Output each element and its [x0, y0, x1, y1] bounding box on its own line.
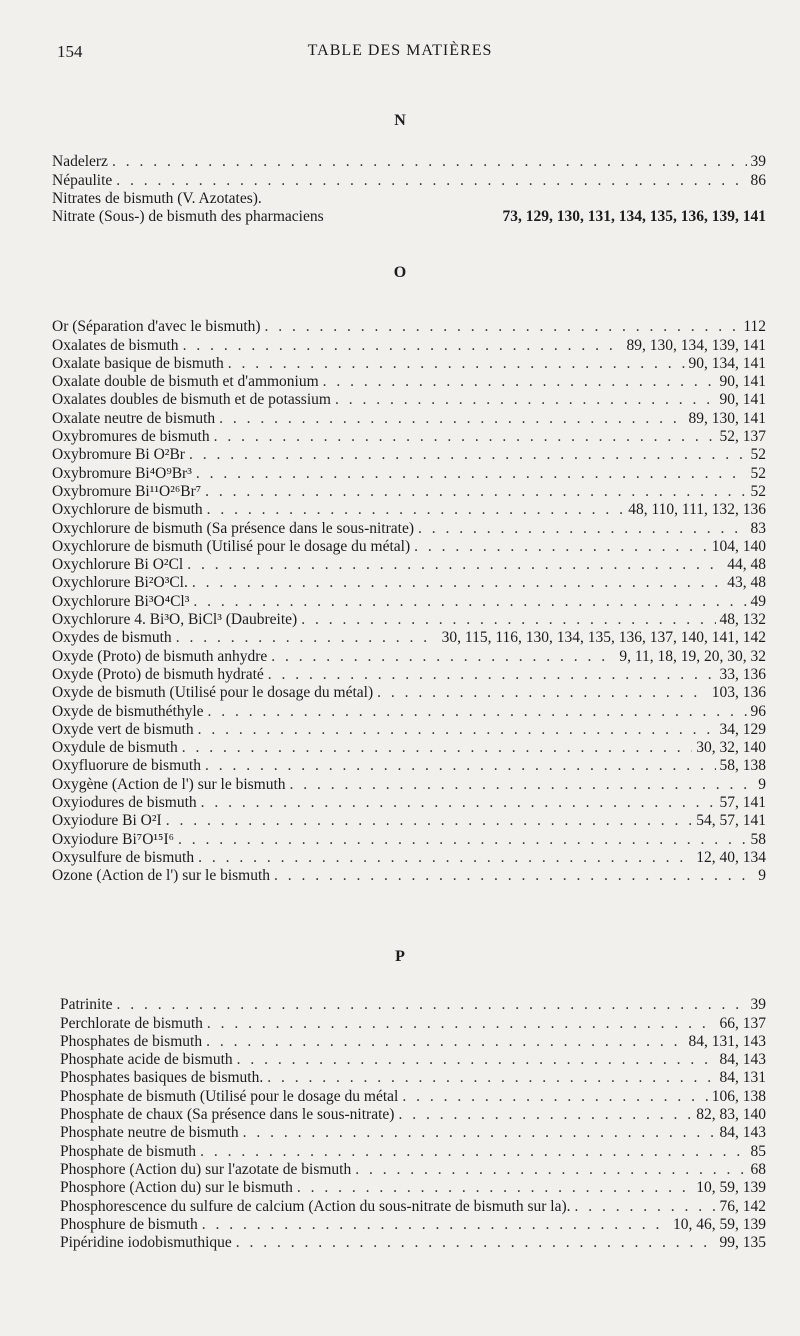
- index-entry: [52, 794, 766, 812]
- leader-dots: [205, 757, 716, 775]
- entry-term: Oxalates de bismuth: [52, 336, 179, 354]
- leader-dots: [335, 391, 716, 409]
- index-entry: [60, 1014, 766, 1032]
- leader-dots: [207, 1015, 716, 1033]
- leader-dots: [112, 153, 747, 171]
- leader-dots: [202, 1216, 669, 1234]
- entry-pages: 84, 143: [719, 1051, 766, 1069]
- entry-term: Phosphate acide de bismuth: [60, 1051, 233, 1069]
- leader-dots: [182, 739, 693, 757]
- entry-term: Oxychlorure de bismuth: [52, 501, 203, 519]
- entry-pages: 86: [750, 171, 766, 189]
- entry-pages: 73, 129, 130, 131, 134, 135, 136, 139, 141: [502, 208, 766, 226]
- index-entry: [60, 1124, 766, 1142]
- entry-pages: 52: [750, 464, 766, 482]
- leader-dots: [398, 1106, 692, 1124]
- entry-pages: 90, 141: [719, 373, 766, 391]
- entry-term: Oxyiodure Bi⁷O¹⁵I⁶: [52, 830, 175, 848]
- entry-pages: 96: [750, 702, 766, 720]
- entry-pages: 84, 131: [719, 1069, 766, 1087]
- entry-pages: 112: [743, 318, 766, 336]
- entry-term: Oxychlorure Bi³O⁴Cl³: [52, 592, 190, 610]
- index-entry: [60, 1197, 766, 1215]
- entry-pages: 9, 11, 18, 19, 20, 30, 32: [619, 647, 766, 665]
- index-entry: [52, 483, 766, 501]
- index-entry: [52, 355, 766, 373]
- index-entry: [60, 996, 766, 1014]
- index-entry: [52, 629, 766, 647]
- index-entry: [52, 702, 766, 720]
- leader-dots: [193, 593, 746, 611]
- leader-dots: [271, 648, 615, 666]
- entry-term: Phosphorescence du sulfure de calcium (Action du sous-nitrate de bismuth sur la).: [60, 1197, 571, 1215]
- entry-pages: 89, 130, 134, 139, 141: [626, 336, 766, 354]
- index-entry: [52, 519, 766, 537]
- section-o-entries: [52, 318, 766, 885]
- entry-pages: 85: [750, 1142, 766, 1160]
- index-entry: [52, 775, 766, 793]
- leader-dots: [575, 1198, 716, 1216]
- entry-term: Patrinite: [60, 996, 113, 1014]
- entry-pages: 33, 136: [719, 665, 766, 683]
- entry-pages: 52: [750, 482, 766, 500]
- leader-dots: [206, 1033, 684, 1051]
- entry-pages: 10, 59, 139: [696, 1179, 766, 1197]
- index-entry: [52, 428, 766, 446]
- leader-dots: [196, 465, 747, 483]
- leader-dots: [176, 629, 438, 647]
- index-entry: [60, 1234, 766, 1252]
- entry-pages: 48, 132: [719, 611, 766, 629]
- leader-dots: [243, 1124, 716, 1142]
- leader-dots: [117, 996, 747, 1014]
- entry-pages: 52: [750, 446, 766, 464]
- entry-term: Oxyde (Proto) de bismuth hydraté: [52, 665, 264, 683]
- entry-term: Nitrates de bismuth (V. Azotates).: [52, 189, 262, 207]
- index-entry: [52, 538, 766, 556]
- entry-term: Oxyiodure Bi O²I: [52, 812, 162, 830]
- index-entry: [52, 739, 766, 757]
- entry-term: Phosphore (Action du) sur le bismuth: [60, 1179, 293, 1197]
- entry-term: Oxybromure Bi¹¹O²⁶Br⁷: [52, 482, 202, 500]
- leader-dots: [219, 410, 684, 428]
- entry-term: Népaulite: [52, 171, 113, 189]
- entry-term: Oxyde (Proto) de bismuth anhydre: [52, 647, 268, 665]
- entry-term: Oxychlorure Bi²O³Cl.: [52, 574, 188, 592]
- entry-pages: 30, 32, 140: [696, 739, 766, 757]
- leader-dots: [189, 446, 747, 464]
- page-number: 154: [57, 42, 83, 61]
- leader-dots: [214, 428, 716, 446]
- entry-pages: 10, 46, 59, 139: [673, 1215, 766, 1233]
- entry-pages: 34, 129: [719, 720, 766, 738]
- entry-term: Oxygène (Action de l') sur le bismuth: [52, 775, 286, 793]
- entry-pages: 43, 48: [727, 574, 766, 592]
- index-entry: [52, 849, 766, 867]
- index-entry: [52, 812, 766, 830]
- leader-dots: [268, 666, 716, 684]
- leader-dots: [116, 172, 746, 190]
- entry-pages: 12, 40, 134: [696, 848, 766, 866]
- index-entry: [52, 464, 766, 482]
- entry-pages: 9: [758, 867, 766, 885]
- entry-term: Pipéridine iodobismuthique: [60, 1234, 232, 1252]
- index-entry: [52, 556, 766, 574]
- entry-term: Phosphates basiques de bismuth.: [60, 1069, 264, 1087]
- index-entry: [52, 611, 766, 629]
- index-entry: [60, 1179, 766, 1197]
- entry-pages: 84, 131, 143: [688, 1032, 766, 1050]
- entry-term: Phosphore (Action du) sur l'azotate de bismuth: [60, 1160, 352, 1178]
- index-entry: [52, 409, 766, 427]
- leader-dots: [205, 483, 746, 501]
- leader-dots: [402, 1088, 707, 1106]
- entry-term: Ozone (Action de l') sur le bismuth: [52, 867, 271, 885]
- entry-pages: 89, 130, 141: [688, 409, 766, 427]
- entry-term: Oxybromure Bi⁴O⁹Br³: [52, 464, 192, 482]
- section-letter-n: N: [394, 112, 406, 129]
- entry-term: Phosphates de bismuth: [60, 1032, 203, 1050]
- leader-dots: [198, 721, 716, 739]
- index-entry: [52, 153, 766, 171]
- entry-pages: 90, 134, 141: [688, 354, 766, 372]
- entry-pages: 52, 137: [719, 428, 766, 446]
- index-entry: [52, 684, 766, 702]
- index-entry: [52, 867, 766, 885]
- index-entry: [52, 592, 766, 610]
- entry-pages: 104, 140: [711, 537, 766, 555]
- entry-term: Oxyde vert de bismuth: [52, 720, 194, 738]
- entry-term: Oxyde de bismuth (Utilisé pour le dosage du métal): [52, 684, 374, 702]
- index-entry: [52, 574, 766, 592]
- entry-pages: 49: [750, 592, 766, 610]
- entry-term: Oxyiodures de bismuth: [52, 794, 197, 812]
- index-entry: [60, 1142, 766, 1160]
- entry-pages: 57, 141: [719, 794, 766, 812]
- leader-dots: [274, 867, 754, 885]
- entry-pages: 30, 115, 116, 130, 134, 135, 136, 137, 140, 141, 142: [441, 629, 766, 647]
- running-title: TABLE DES MATIÈRES: [307, 42, 493, 59]
- entry-term: Phosphate neutre de bismuth: [60, 1124, 239, 1142]
- section-n-entries: [52, 153, 766, 226]
- leader-dots: [414, 538, 708, 556]
- entry-pages: 39: [750, 153, 766, 171]
- index-entry: [52, 336, 766, 354]
- entry-pages: 82, 83, 140: [696, 1106, 766, 1124]
- section-letter-o: O: [393, 264, 407, 281]
- index-entry: [52, 208, 766, 226]
- index-entry: [52, 666, 766, 684]
- entry-pages: 44, 48: [727, 556, 766, 574]
- entry-pages: 90, 141: [719, 391, 766, 409]
- leader-dots: [200, 1143, 746, 1161]
- entry-term: Oxyfluorure de bismuth: [52, 757, 201, 775]
- entry-pages: 9: [758, 775, 766, 793]
- index-entry: [52, 830, 766, 848]
- leader-dots: [178, 831, 746, 849]
- entry-pages: 99, 135: [719, 1234, 766, 1252]
- entry-term: Oxybromures de bismuth: [52, 428, 210, 446]
- index-entry: [52, 373, 766, 391]
- leader-dots: [208, 703, 747, 721]
- leader-dots: [187, 556, 723, 574]
- entry-term: Phosphure de bismuth: [60, 1215, 198, 1233]
- entry-term: Or (Séparation d'avec le bismuth): [52, 318, 261, 336]
- leader-dots: [377, 684, 708, 702]
- entry-term: Oxychlorure Bi O²Cl: [52, 556, 184, 574]
- entry-term: Oxychlorure de bismuth (Sa présence dans le sous-nitrate): [52, 519, 414, 537]
- leader-dots: [297, 1179, 692, 1197]
- entry-pages: 66, 137: [719, 1014, 766, 1032]
- leader-dots: [228, 355, 685, 373]
- entry-term: Oxalates doubles de bismuth et de potassium: [52, 391, 331, 409]
- entry-pages: 76, 142: [719, 1197, 766, 1215]
- leader-dots: [265, 318, 740, 336]
- entry-pages: 84, 143: [719, 1124, 766, 1142]
- entry-term: Oxychlorure 4. Bi³O, BiCl³ (Daubreite): [52, 611, 298, 629]
- entry-term: Phosphate de bismuth: [60, 1142, 197, 1160]
- index-entry: [52, 647, 766, 665]
- index-entry: [52, 721, 766, 739]
- entry-pages: 58, 138: [719, 757, 766, 775]
- leader-dots: [207, 501, 625, 519]
- leader-dots: [267, 1069, 715, 1087]
- entry-pages: 58: [750, 830, 766, 848]
- entry-pages: 39: [750, 996, 766, 1014]
- leader-dots: [236, 1234, 716, 1252]
- index-entry: [52, 190, 766, 208]
- leader-dots: [323, 373, 716, 391]
- leader-dots: [192, 574, 723, 592]
- entry-term: Oxybromure Bi O²Br: [52, 446, 185, 464]
- index-entry: [52, 501, 766, 519]
- entry-term: Oxydes de bismuth: [52, 629, 172, 647]
- leader-dots: [301, 611, 715, 629]
- page-header: [0, 42, 800, 66]
- leader-dots: [355, 1161, 746, 1179]
- index-entry: [60, 1069, 766, 1087]
- leader-dots: [166, 812, 693, 830]
- entry-term: Oxalate double de bismuth et d'ammonium: [52, 373, 319, 391]
- entry-term: Oxychlorure de bismuth (Utilisé pour le dosage du métal): [52, 537, 411, 555]
- section-letter-p: P: [395, 948, 405, 965]
- entry-pages: 83: [750, 519, 766, 537]
- leader-dots: [201, 794, 716, 812]
- entry-term: Oxydule de bismuth: [52, 739, 178, 757]
- entry-term: Nitrate (Sous-) de bismuth des pharmaciens: [52, 208, 324, 226]
- index-entry: [60, 1051, 766, 1069]
- entry-term: Oxalate basique de bismuth: [52, 354, 224, 372]
- entry-pages: 54, 57, 141: [696, 812, 766, 830]
- entry-term: Oxyde de bismuthéthyle: [52, 702, 204, 720]
- index-entry: [60, 1087, 766, 1105]
- entry-pages: 103, 136: [711, 684, 766, 702]
- index-entry: [52, 318, 766, 336]
- index-entry: [60, 1161, 766, 1179]
- entry-pages: 106, 138: [711, 1087, 766, 1105]
- entry-term: Phosphate de bismuth (Utilisé pour le dosage du métal: [60, 1087, 399, 1105]
- index-entry: [52, 171, 766, 189]
- index-entry: [60, 1106, 766, 1124]
- leader-dots: [198, 849, 692, 867]
- index-entry: [52, 757, 766, 775]
- leader-dots: [183, 337, 623, 355]
- entry-term: Oxalate neutre de bismuth: [52, 409, 216, 427]
- entry-term: Oxysulfure de bismuth: [52, 848, 195, 866]
- index-entry: [52, 391, 766, 409]
- leader-dots: [418, 520, 747, 538]
- index-entry: [52, 446, 766, 464]
- leader-dots: [290, 776, 755, 794]
- entry-term: Nadelerz: [52, 153, 108, 171]
- index-entry: [60, 1216, 766, 1234]
- entry-pages: 68: [750, 1160, 766, 1178]
- index-entry: [60, 1033, 766, 1051]
- leader-dots: [237, 1051, 716, 1069]
- entry-term: Perchlorate de bismuth: [60, 1014, 203, 1032]
- section-p-entries: [60, 996, 766, 1252]
- entry-pages: 48, 110, 111, 132, 136: [628, 501, 766, 519]
- entry-term: Phosphate de chaux (Sa présence dans le sous-nitrate): [60, 1106, 395, 1124]
